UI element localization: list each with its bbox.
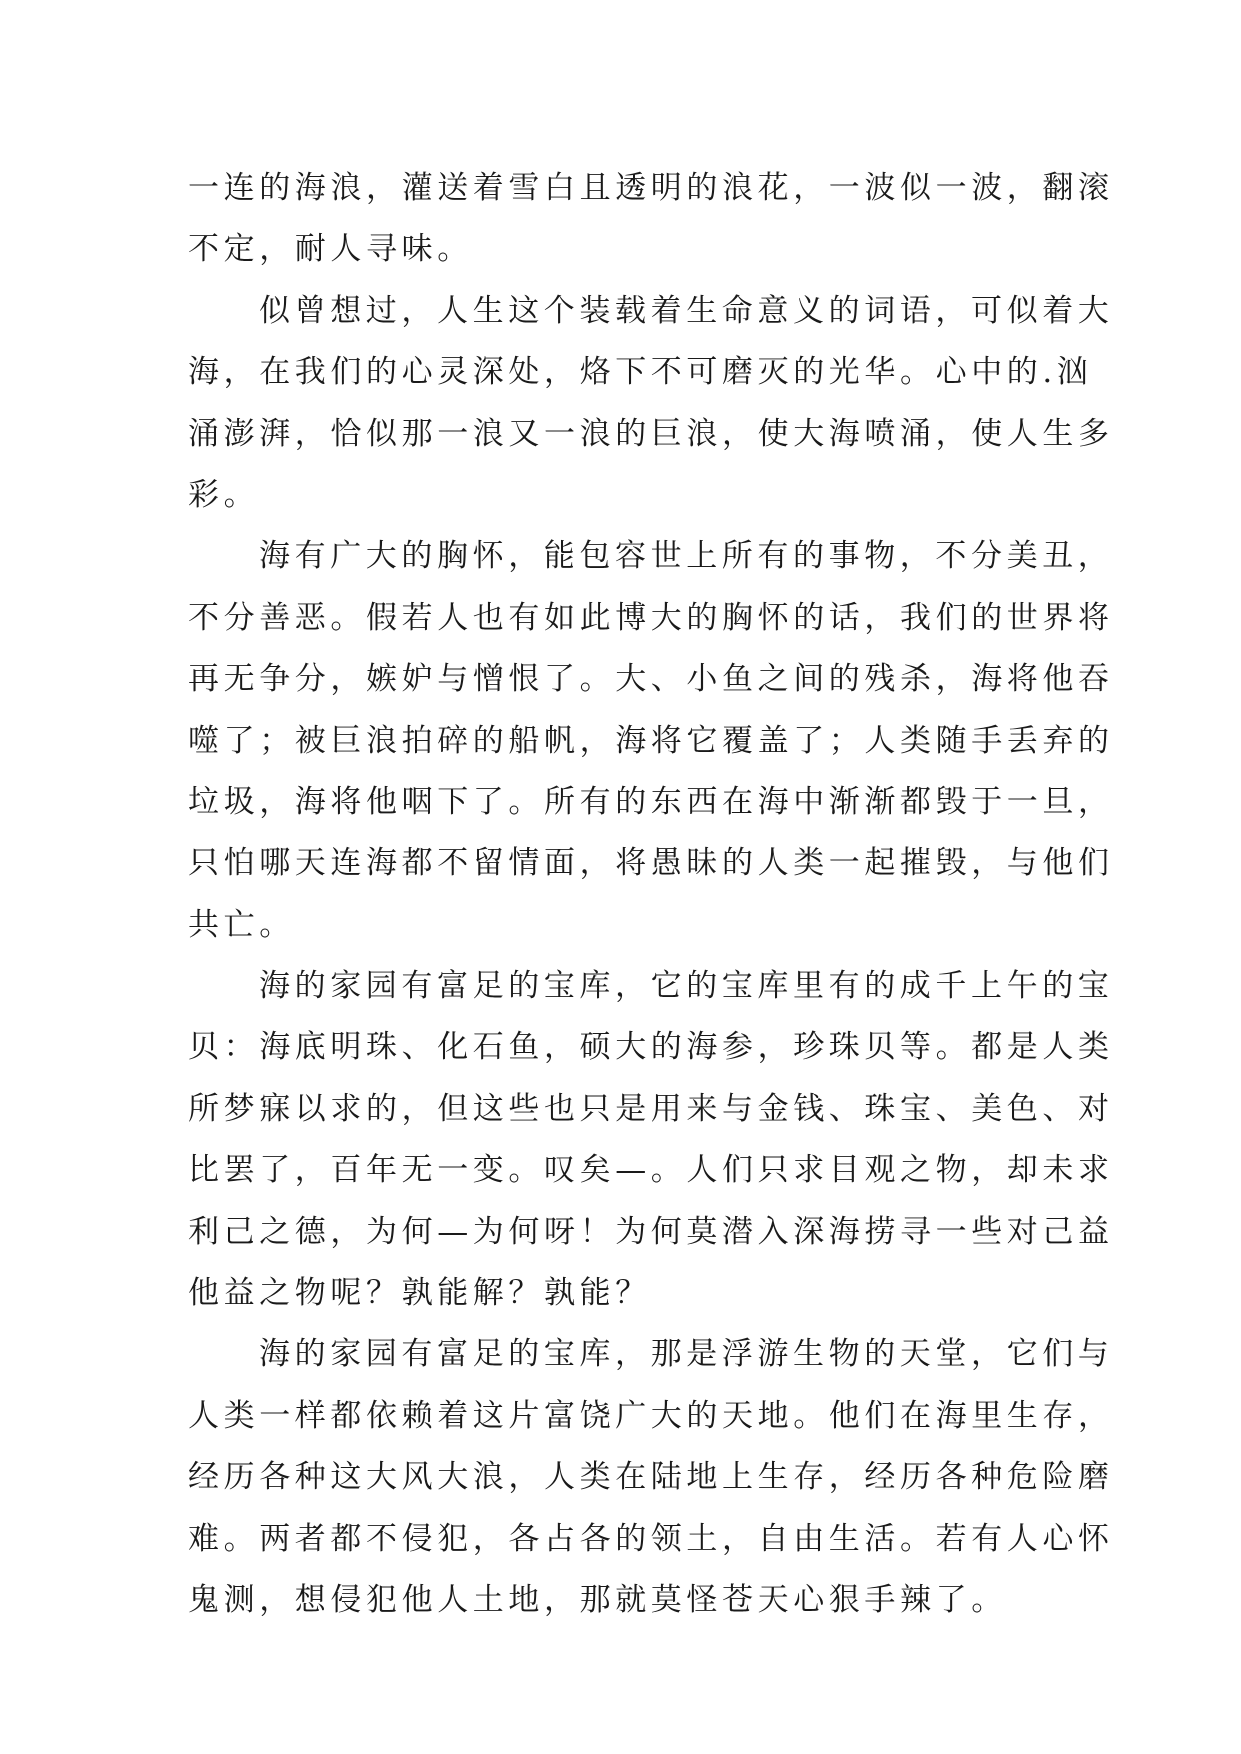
text-line: 利己之德，为何—为何呀！为何莫潜入深海捞寻一些对己益 — [188, 1213, 1114, 1250]
text-line: 所梦寐以求的，但这些也只是用来与金钱、珠宝、美色、对 — [188, 1090, 1114, 1127]
paragraph — [188, 1324, 1114, 1631]
text-line: 不定，耐人寻味。 — [188, 231, 473, 268]
text-line: 海的家园有富足的宝库，它的宝库里有的成千上午的宝 — [259, 968, 1114, 1005]
text-line: 不分善恶。假若人也有如此博大的胸怀的话，我们的世界将 — [188, 599, 1114, 636]
text-line: 共亡。 — [188, 906, 295, 943]
text-line: 人类一样都依赖着这片富饶广大的天地。他们在海里生存， — [188, 1397, 1114, 1434]
text-line: 只怕哪天连海都不留情面，将愚昧的人类一起摧毁，与他们 — [188, 845, 1114, 882]
paragraph — [188, 956, 1114, 1324]
document-page — [188, 158, 1114, 1631]
paragraph — [188, 526, 1114, 956]
text-line: 难。两者都不侵犯，各占各的领土，自由生活。若有人心怀 — [188, 1520, 1114, 1557]
text-line: 比罢了，百年无一变。叹矣—。人们只求目观之物，却未求 — [188, 1152, 1114, 1189]
paragraph — [188, 158, 1114, 281]
text-line: 海的家园有富足的宝库，那是浮游生物的天堂，它们与 — [259, 1336, 1114, 1373]
text-line: 他益之物呢？孰能解？孰能？ — [188, 1275, 651, 1312]
text-line: 噬了；被巨浪拍碎的船帆，海将它覆盖了；人类随手丢弃的 — [188, 722, 1114, 759]
text-line: 贝：海底明珠、化石鱼，硕大的海参，珍珠贝等。都是人类 — [188, 1029, 1114, 1066]
text-line: 鬼测，想侵犯他人土地，那就莫怪苍天心狠手辣了。 — [188, 1581, 1007, 1618]
text-line: 海，在我们的心灵深处，烙下不可磨灭的光华。心中的.汹 — [188, 354, 1093, 391]
text-line: 彩。 — [188, 476, 260, 513]
text-line: 涌澎湃，恰似那一浪又一浪的巨浪，使大海喷涌，使人生多 — [188, 415, 1114, 452]
text-line: 垃圾，海将他咽下了。所有的东西在海中渐渐都毁于一旦， — [188, 783, 1114, 820]
text-line: 一连的海浪，灌送着雪白且透明的浪花，一波似一波，翻滚 — [188, 170, 1114, 206]
text-line: 经历各种这大风大浪，人类在陆地上生存，经历各种危险磨 — [188, 1459, 1114, 1496]
text-line: 再无争分，嫉妒与憎恨了。大、小鱼之间的残杀，海将他吞 — [188, 661, 1114, 698]
text-line: 海有广大的胸怀，能包容世上所有的事物，不分美丑， — [259, 538, 1114, 575]
paragraph — [188, 281, 1114, 527]
text-line: 似曾想过，人生这个装载着生命意义的词语，可似着大 — [259, 292, 1114, 329]
